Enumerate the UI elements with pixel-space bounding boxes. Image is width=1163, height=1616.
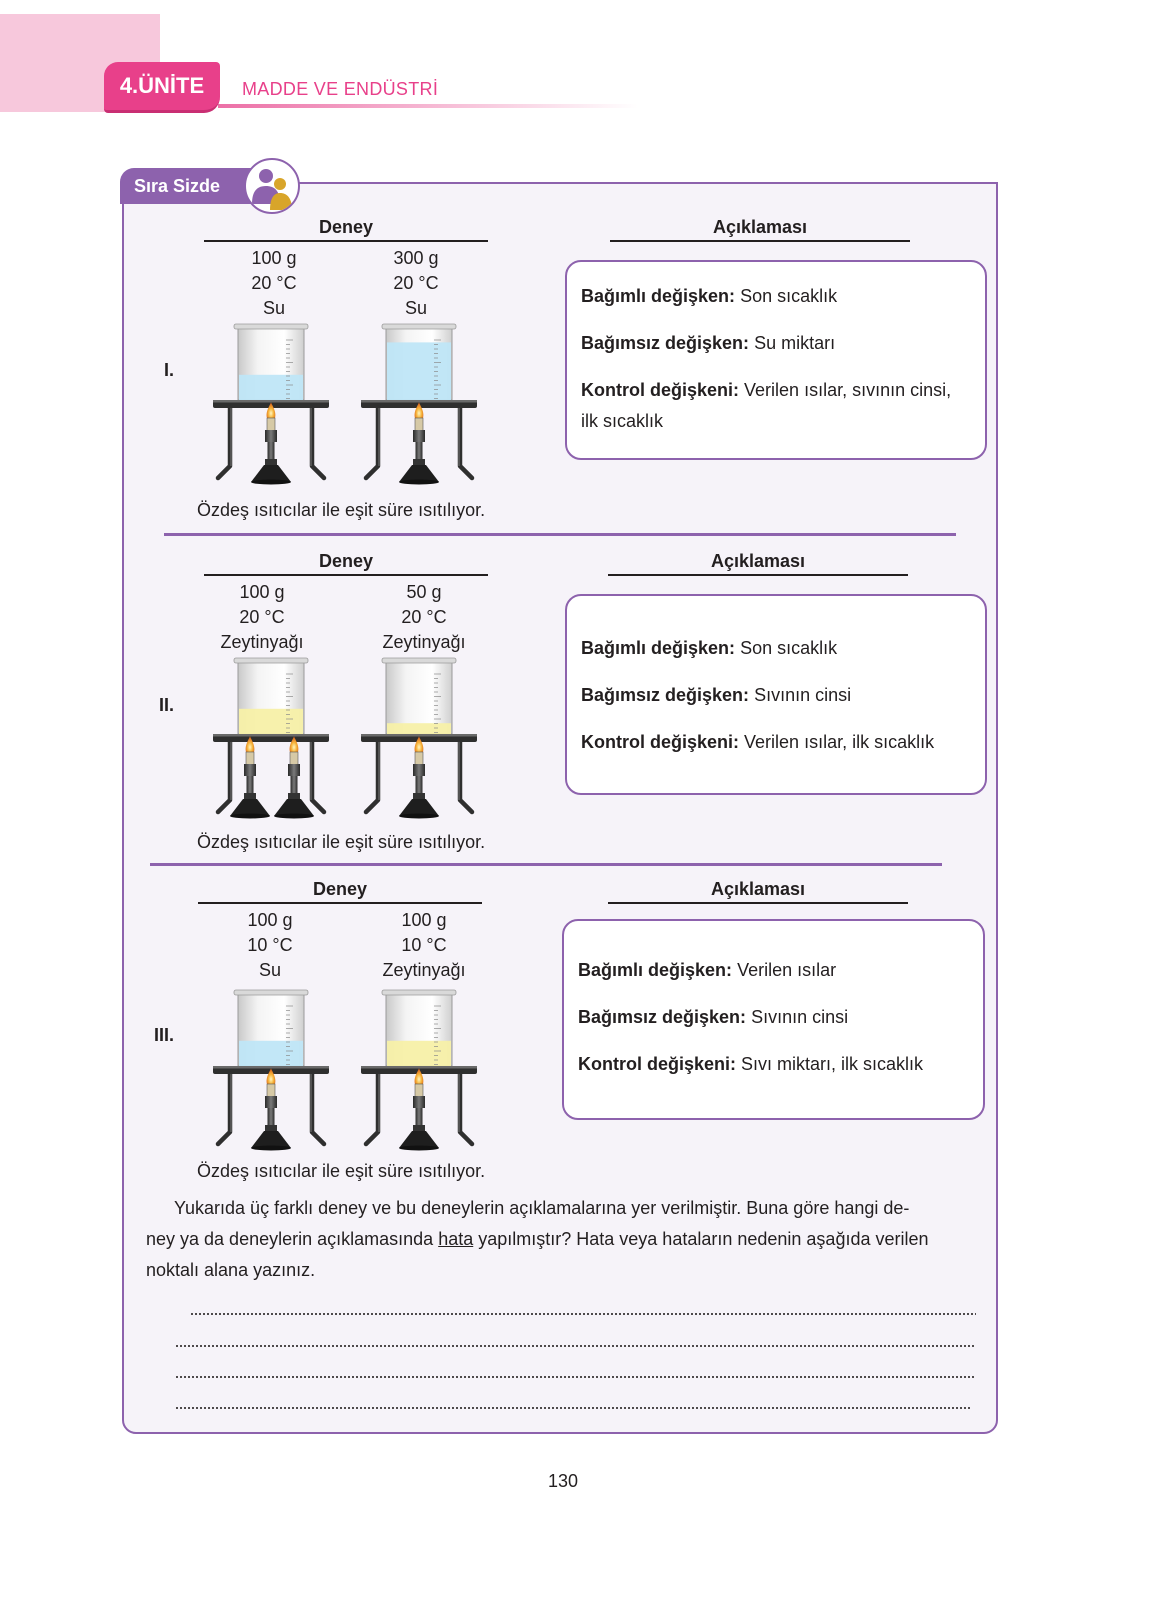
deney-rule xyxy=(198,902,482,904)
independent-variable-line: Bağımsız değişken: Sıvının cinsi xyxy=(581,685,852,705)
header-rule xyxy=(218,104,638,108)
group-people-icon xyxy=(244,158,300,214)
experiment-caption: Özdeş ısıtıcılar ile eşit süre ısıtılıyor. xyxy=(197,500,486,520)
heating-apparatus-right xyxy=(358,318,482,488)
bunsen-burner-icon xyxy=(251,1068,291,1151)
bunsen-burner-icon xyxy=(230,736,270,819)
answer-line[interactable] xyxy=(190,1313,976,1315)
explanation-box xyxy=(562,919,985,1120)
experiment-number: III. xyxy=(154,1025,175,1045)
experiment-caption: Özdeş ısıtıcılar ile eşit süre ısıtılıyor. xyxy=(197,832,486,852)
beaker-icon xyxy=(234,990,308,1066)
deney-rule xyxy=(204,574,488,576)
beaker-icon xyxy=(382,990,456,1066)
aciklama-rule xyxy=(610,240,910,242)
aciklama-heading: Açıklaması xyxy=(710,551,806,571)
experiment-number: II. xyxy=(159,695,175,715)
heating-apparatus-right xyxy=(358,984,482,1154)
deney-rule xyxy=(204,240,488,242)
explanation-box xyxy=(565,260,987,460)
beaker-label-left: 100 g 20 °C Zeytinyağı xyxy=(220,582,304,652)
dependent-variable-line: Bağımlı değişken: Verilen ısılar xyxy=(578,960,837,980)
deney-heading: Deney xyxy=(312,879,368,899)
liquid-fill xyxy=(387,723,451,734)
experiment-number: I. xyxy=(164,360,175,380)
independent-variable-line: Bağımsız değişken: Sıvının cinsi xyxy=(578,1007,849,1027)
aciklama-rule xyxy=(608,902,908,904)
beaker-label-right: 300 g 20 °C Su xyxy=(393,248,439,318)
liquid-fill xyxy=(387,342,451,400)
dependent-variable-line: Bağımlı değişken: Son sıcaklık xyxy=(581,286,838,306)
control-variable-line-cont: ilk sıcaklık xyxy=(581,411,664,431)
question-text: Yukarıda üç farklı deney ve bu deneylerin açıklamalarına yer verilmiştir. Buna göre hangi de- ney ya da deneylerin açıklamasında hata yapılmıştır? Hata veya hataların nedenin aşağıda verilen noktalı alana yazınız. xyxy=(146,1198,929,1280)
page-number: 130 xyxy=(547,1471,579,1491)
bunsen-burner-icon xyxy=(251,402,291,485)
deney-heading: Deney xyxy=(318,217,374,237)
section-divider xyxy=(164,533,956,536)
bunsen-burner-icon xyxy=(399,1068,439,1151)
bunsen-burner-icon xyxy=(399,736,439,819)
independent-variable-line: Bağımsız değişken: Su miktarı xyxy=(581,333,836,353)
beaker-icon xyxy=(382,324,456,400)
unit-badge: 4.ÜNİTE xyxy=(104,62,220,113)
control-variable-line: Kontrol değişkeni: Verilen ısılar, sıvının cinsi, xyxy=(581,380,952,400)
heating-apparatus-left xyxy=(210,318,334,488)
heating-apparatus-left xyxy=(210,984,334,1154)
answer-line[interactable] xyxy=(175,1376,976,1378)
beaker-icon xyxy=(234,658,308,734)
beaker-label-left: 100 g 20 °C Su xyxy=(251,248,297,318)
dependent-variable-line: Bağımlı değişken: Son sıcaklık xyxy=(581,638,838,658)
sira-sizde-tab: Sıra Sizde xyxy=(120,168,276,204)
liquid-fill xyxy=(239,709,303,734)
answer-line[interactable] xyxy=(175,1345,976,1347)
liquid-fill xyxy=(239,1041,303,1066)
beaker-label-left: 100 g 10 °C Su xyxy=(247,910,293,980)
experiment-caption: Özdeş ısıtıcılar ile eşit süre ısıtılıyor. xyxy=(197,1161,486,1181)
liquid-fill xyxy=(387,1041,451,1066)
explanation-box xyxy=(565,594,987,795)
liquid-fill xyxy=(239,375,303,400)
beaker-label-right: 100 g 10 °C Zeytinyağı xyxy=(382,910,466,980)
bunsen-burner-icon xyxy=(274,736,314,819)
heating-apparatus-left xyxy=(210,652,334,822)
beaker-label-right: 50 g 20 °C Zeytinyağı xyxy=(382,582,466,652)
bunsen-burner-icon xyxy=(399,402,439,485)
tripod-stand-icon xyxy=(213,734,329,812)
aciklama-rule xyxy=(608,574,908,576)
aciklama-heading: Açıklaması xyxy=(710,879,806,899)
control-variable-line: Kontrol değişkeni: Sıvı miktarı, ilk sıcaklık xyxy=(578,1054,924,1074)
beaker-icon xyxy=(382,658,456,734)
beaker-icon xyxy=(234,324,308,400)
answer-line[interactable] xyxy=(175,1407,972,1409)
heating-apparatus-right xyxy=(358,652,482,822)
deney-heading: Deney xyxy=(318,551,374,571)
control-variable-line: Kontrol değişkeni: Verilen ısılar, ilk sıcaklık xyxy=(581,732,935,752)
unit-title: MADDE VE ENDÜSTRİ xyxy=(242,79,439,99)
aciklama-heading: Açıklaması xyxy=(712,217,808,237)
section-divider xyxy=(150,863,942,866)
